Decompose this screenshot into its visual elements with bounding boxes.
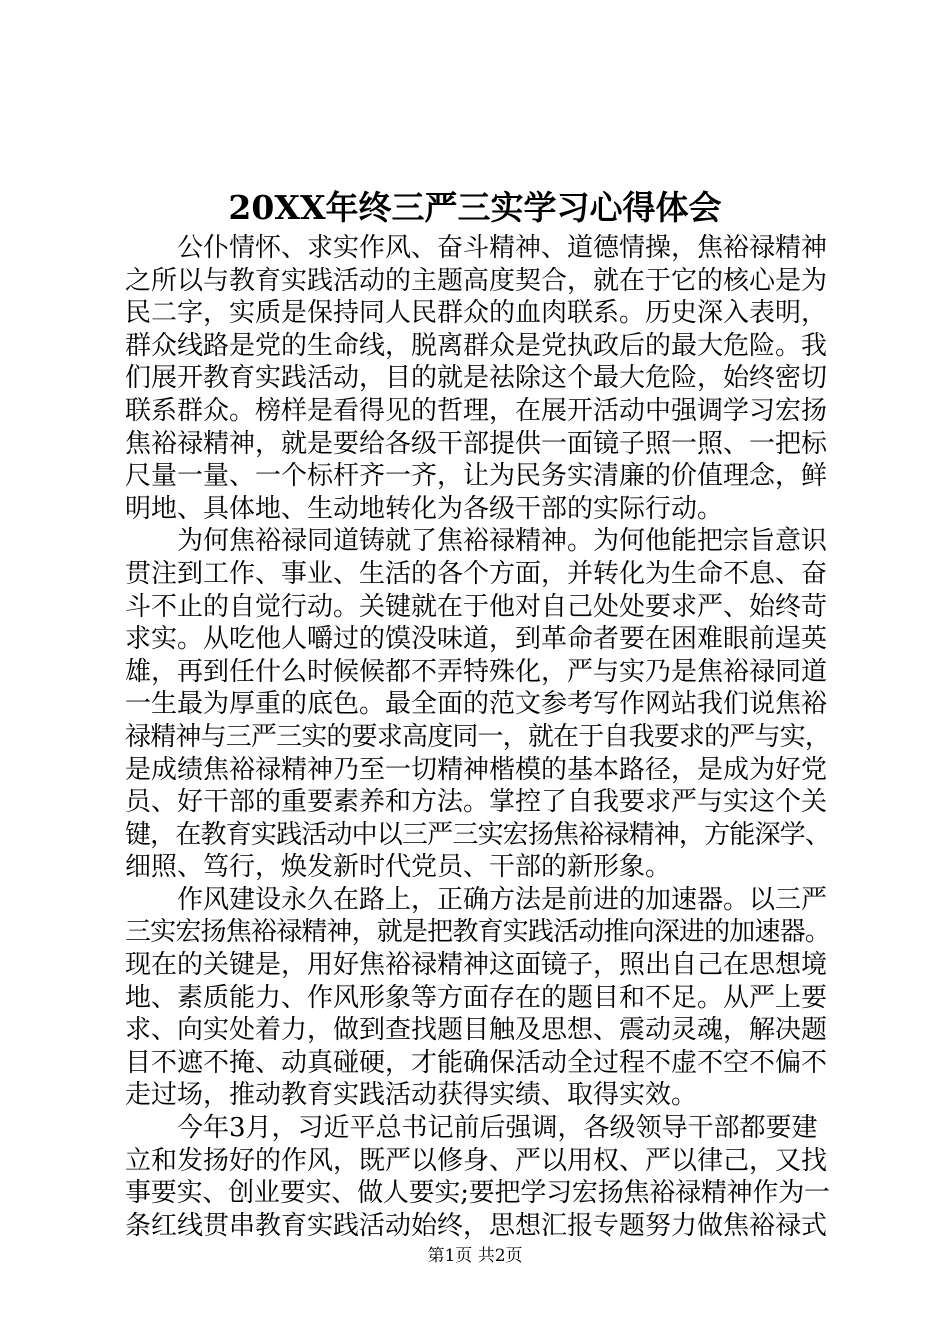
text-line: 联系群众。榜样是看得见的哲理，在展开活动中强调学习宏扬 [125,395,828,426]
text-line: 求实。从吃他人嚼过的馍没味道，到革命者要在困难眼前逞英 [125,624,828,655]
text-line: 尺量一量、一个标杆齐一齐，让为民务实清廉的价值理念，鲜 [125,461,828,492]
text-line: 明地、具体地、生动地转化为各级干部的实际行动。 [125,493,724,524]
text-line: 地、素质能力、作风形象等方面存在的题目和不足。从严上要 [125,982,828,1013]
text-line: 斗不止的自觉行动。关键就在于他对自己处处要求严、始终苛 [125,591,828,622]
text-line: 是成绩焦裕禄精神乃至一切精神楷模的基本路径，是成为好党 [125,754,828,785]
text-line: 立和发扬好的作风，既严以修身、严以用权、严以律己，又找 [125,1145,828,1176]
text-line: 之所以与教育实践活动的主题高度契合，就在于它的核心是为 [125,265,828,296]
page-footer: 第1页 共2页 [427,1246,523,1266]
text-line: 公仆情怀、求实作风、奋斗精神、道德情操，焦裕禄精神 [125,233,828,263]
paragraph [125,232,830,525]
document-title: 20XX年终三严三实学习心得体会 [228,188,722,227]
text-line: 民二字，实质是保持同人民群众的血肉联系。历史深入表明， [125,298,828,329]
text-line: 焦裕禄精神，就是要给各级干部提供一面镜子照一照、一把标 [125,428,828,459]
text-line: 目不遮不掩、动真碰硬，才能确保活动全过程不虚不空不偏不 [125,1047,828,1078]
paragraph [125,884,830,1112]
text-line: 禄精神与三严三实的要求高度同一，就在于自我要求的严与实， [125,721,831,752]
paragraph [125,525,830,884]
text-line: 走过场，推动教育实践活动获得实绩、取得实效。 [125,1080,698,1111]
text-line: 一生最为厚重的底色。最全面的范文参考写作网站我们说焦裕 [125,689,828,720]
text-line: 今年3月，习近平总书记前后强调，各级领导干部都要建 [125,1113,818,1144]
text-line: 群众线路是党的生命线，脱离群众是党执政后的最大危险。我 [125,330,828,361]
text-line: 贯注到工作、事业、生活的各个方面，并转化为生命不息、奋 [125,558,828,589]
text-line: 现在的关键是，用好焦裕禄精神这面镜子，照出自己在思想境 [125,950,828,981]
text-line: 员、好干部的重要素养和方法。掌控了自我要求严与实这个关 [125,787,828,818]
paragraph [125,1112,830,1242]
text-line: 雄，再到任什么时候候都不弄特殊化，严与实乃是焦裕禄同道 [125,656,828,687]
text-line: 键，在教育实践活动中以三严三实宏扬焦裕禄精神，方能深学、 [125,819,831,850]
text-line: 们展开教育实践活动，目的就是祛除这个最大危险，始终密切 [125,363,828,394]
text-line: 条红线贯串教育实践活动始终，思想汇报专题努力做焦裕禄式 [125,1210,828,1241]
document-body [125,232,830,1242]
text-line: 三实宏扬焦裕禄精神，就是把教育实践活动推向深进的加速器。 [125,917,831,948]
text-line: 为何焦裕禄同道铸就了焦裕禄精神。为何他能把宗旨意识 [125,526,828,557]
text-line: 细照、笃行，焕发新时代党员、干部的新形象。 [125,852,672,883]
text-line: 事要实、创业要实、做人要实;要把学习宏扬焦裕禄精神作为一 [125,1178,830,1209]
text-line: 作风建设永久在路上，正确方法是前进的加速器。以三严 [125,884,828,915]
text-line: 求、向实处着力，做到查找题目触及思想、震动灵魂，解决题 [125,1015,828,1046]
